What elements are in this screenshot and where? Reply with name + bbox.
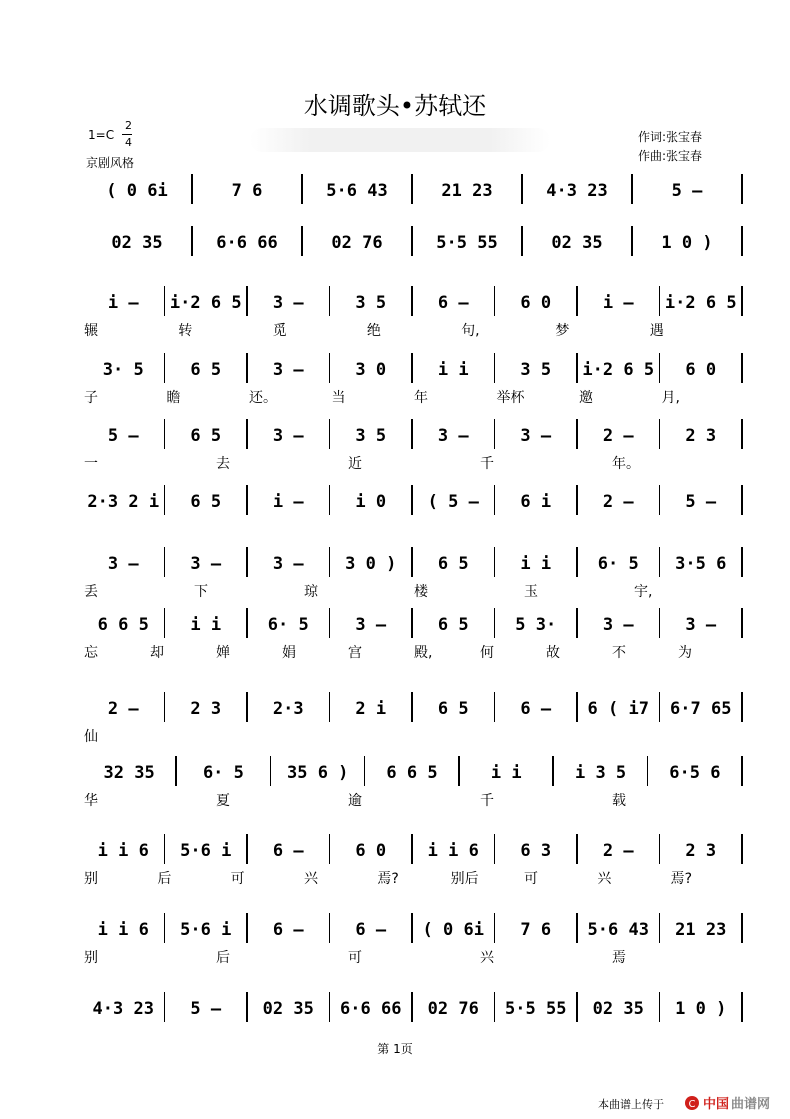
bar-line	[494, 286, 496, 316]
lyric-syllable: 玉	[524, 584, 538, 600]
measure: 6 –	[272, 841, 304, 861]
measure: 6 5	[437, 615, 469, 635]
measure: 3 5	[355, 426, 387, 446]
bar-line	[576, 419, 578, 449]
measure: i·2 6 5	[664, 293, 737, 313]
measure: 5 –	[671, 181, 703, 201]
lyric-syllable: 不	[612, 645, 626, 661]
measure: 1 0 )	[675, 999, 727, 1019]
bar-line	[164, 608, 166, 638]
performance-style: 京剧风格	[86, 156, 135, 170]
bar-line	[246, 547, 248, 577]
time-signature-top: 2	[125, 119, 132, 132]
lyricist-credit: 作词:张宝春	[638, 130, 703, 144]
lyric-syllable: 遇	[649, 323, 664, 339]
measure: 3 –	[602, 615, 634, 635]
bar-line	[494, 692, 496, 722]
lyric-row	[82, 453, 742, 473]
bar-line	[494, 608, 496, 638]
bar-line	[329, 419, 331, 449]
lyric-syllable: 别	[84, 871, 98, 887]
lyric-syllable: 却	[150, 645, 164, 661]
measure: 02 35	[592, 999, 644, 1019]
note-row	[82, 838, 742, 864]
measure: ( 0 6i	[422, 920, 484, 940]
lyric-syllable: 琼	[304, 584, 318, 600]
lyric-syllable: 后	[157, 871, 172, 887]
measure: 2 3	[685, 841, 717, 861]
measure: 3· 5	[102, 360, 144, 380]
upload-credit: 本曲谱上传于	[598, 1098, 664, 1111]
measure: 2 –	[602, 492, 634, 512]
measure: 2 –	[107, 699, 139, 719]
bar-line	[631, 174, 633, 204]
measure: i i 6	[427, 841, 479, 861]
bar-line	[246, 485, 248, 515]
note-row	[82, 696, 742, 722]
lyric-row	[82, 320, 742, 340]
measure: i i	[520, 554, 552, 574]
bar-line	[411, 353, 413, 383]
composer-credit: 作曲:张宝春	[638, 149, 703, 163]
key-signature: 1=C	[88, 128, 115, 142]
bar-line	[741, 608, 743, 638]
measure: 5·5 55	[505, 999, 567, 1019]
lyric-syllable: 去	[216, 456, 230, 472]
measure: 6 5	[190, 360, 222, 380]
measure: i i	[437, 360, 469, 380]
measure: 6 5	[437, 554, 469, 574]
bar-line	[576, 834, 578, 864]
bar-line	[246, 353, 248, 383]
lyric-syllable: 为	[678, 645, 692, 661]
bar-line	[576, 485, 578, 515]
svg-text:曲谱网: 曲谱网	[731, 1097, 771, 1112]
lyric-syllable: 觅	[272, 323, 287, 339]
bar-line	[576, 692, 578, 722]
song-title: 水调歌头•苏轼还	[303, 92, 487, 120]
bar-line	[494, 485, 496, 515]
measure: 3 –	[272, 426, 304, 446]
measure: 5 3·	[515, 615, 557, 635]
bar-line	[659, 419, 661, 449]
bar-line	[164, 419, 166, 449]
lyric-syllable: 华	[84, 793, 98, 809]
bar-line	[329, 485, 331, 515]
lyric-syllable: 焉	[612, 950, 626, 966]
lyric-syllable: 邀	[579, 390, 593, 406]
bar-line	[494, 992, 496, 1022]
measure: i·2 6 5	[169, 293, 242, 313]
lyric-syllable: 可	[230, 871, 245, 887]
measure: 32 35	[103, 763, 155, 783]
measure: 6 –	[520, 699, 552, 719]
bar-line	[659, 834, 661, 864]
measure: 6 –	[272, 920, 304, 940]
bar-line	[175, 756, 177, 786]
note-row	[82, 357, 742, 383]
note-row	[82, 996, 742, 1022]
measure: i –	[272, 492, 304, 512]
lyric-syllable: 忘	[84, 645, 98, 661]
bar-line	[246, 692, 248, 722]
bar-line	[494, 834, 496, 864]
lyric-syllable: 宫	[348, 645, 362, 661]
bar-line	[164, 992, 166, 1022]
bar-line	[659, 608, 661, 638]
lyric-syllable: 千	[480, 456, 494, 472]
bar-line	[741, 547, 743, 577]
bar-line	[411, 286, 413, 316]
bar-line	[329, 992, 331, 1022]
bar-line	[364, 756, 366, 786]
measure: 6·6 66	[340, 999, 402, 1019]
measure: i·2 6 5	[582, 360, 655, 380]
bar-line	[246, 992, 248, 1022]
lyric-syllable: 婵	[216, 645, 230, 661]
bar-line	[741, 286, 743, 316]
bar-line	[164, 485, 166, 515]
svg-text:中国: 中国	[703, 1097, 730, 1112]
bar-line	[411, 174, 413, 204]
note-row	[82, 551, 742, 577]
lyric-syllable: 后	[216, 950, 230, 966]
measure: 3 0	[355, 360, 387, 380]
bar-line	[576, 608, 578, 638]
measure: 4·3 23	[546, 181, 608, 201]
lyric-syllable: 千	[480, 793, 494, 809]
measure: 7 6	[231, 181, 263, 201]
lyric-syllable: 丢	[84, 584, 98, 600]
note-row	[82, 290, 742, 316]
measure: 3 –	[272, 360, 304, 380]
measure: 02 35	[262, 999, 314, 1019]
bar-line	[741, 992, 743, 1022]
measure: 6 5	[190, 426, 222, 446]
bar-line	[741, 174, 743, 204]
measure: 6·7 65	[670, 699, 732, 719]
lyric-row	[82, 387, 742, 407]
lyric-row	[82, 868, 742, 888]
measure: 3 –	[437, 426, 469, 446]
measure: 6 ( i7	[587, 699, 649, 719]
measure: i i	[490, 763, 522, 783]
lyric-syllable: 梦	[555, 323, 570, 339]
measure: 6 –	[355, 920, 387, 940]
measure: 6·5 6	[669, 763, 721, 783]
lyric-syllable: 别	[84, 950, 98, 966]
note-row	[82, 489, 742, 515]
measure: 3 –	[520, 426, 552, 446]
bar-line	[301, 174, 303, 204]
page-number: 第 1页	[377, 1042, 413, 1056]
bar-line	[329, 913, 331, 943]
measure: 6·6 66	[216, 233, 278, 253]
lyric-syllable: 辗	[84, 323, 98, 339]
measure: 1 0 )	[661, 233, 713, 253]
measure: 2 –	[602, 426, 634, 446]
bar-line	[164, 286, 166, 316]
measure: ( 5 –	[427, 492, 479, 512]
bar-line	[191, 174, 193, 204]
measure: i 3 5	[574, 763, 627, 783]
measure: 3 0 )	[345, 554, 397, 574]
note-row	[82, 230, 742, 256]
bar-line	[164, 913, 166, 943]
measure: 3 –	[107, 554, 139, 574]
bar-line	[552, 756, 554, 786]
note-row	[82, 178, 742, 204]
measure: 3 5	[355, 293, 387, 313]
bar-line	[576, 547, 578, 577]
measure: i –	[107, 293, 139, 313]
measure: 2 3	[685, 426, 717, 446]
measure: 5·6 43	[587, 920, 649, 940]
lyric-syllable: 月,	[661, 390, 680, 406]
bar-line	[494, 419, 496, 449]
bar-line	[521, 174, 523, 204]
bar-line	[647, 756, 649, 786]
lyric-syllable: 故	[546, 645, 560, 661]
bar-line	[741, 756, 743, 786]
measure: i –	[602, 293, 634, 313]
bar-line	[411, 992, 413, 1022]
measure: 6 0	[355, 841, 387, 861]
measure: 2·3 2 i	[87, 492, 160, 512]
lyric-syllable: 瞻	[166, 390, 181, 406]
lyric-syllable: 句,	[461, 323, 480, 339]
measure: 02 76	[427, 999, 479, 1019]
measure: 6 3	[520, 841, 552, 861]
bar-line	[494, 913, 496, 943]
measure: 6 0	[685, 360, 717, 380]
measure: ( 0 6i	[106, 181, 168, 201]
measure: 3 –	[190, 554, 222, 574]
measure: 02 35	[111, 233, 163, 253]
measure: 02 35	[551, 233, 603, 253]
bar-line	[164, 353, 166, 383]
measure: i 0	[355, 492, 387, 512]
lyric-syllable: 转	[178, 323, 193, 339]
measure: 3 –	[272, 293, 304, 313]
bar-line	[659, 286, 661, 316]
bar-line	[741, 226, 743, 256]
bar-line	[741, 353, 743, 383]
measure: 6 5	[190, 492, 222, 512]
measure: 3 –	[685, 615, 717, 635]
bar-line	[246, 608, 248, 638]
lyric-syllable: 载	[612, 793, 626, 809]
lyric-row	[82, 947, 742, 967]
lyric-syllable: 还。	[249, 390, 277, 406]
bar-line	[329, 608, 331, 638]
bar-line	[246, 913, 248, 943]
lyric-row	[82, 581, 742, 601]
note-row	[82, 760, 742, 786]
bar-line	[521, 226, 523, 256]
lyric-syllable: 宇,	[634, 584, 653, 600]
measure: 7 6	[520, 920, 552, 940]
lyric-syllable: 兴	[304, 871, 318, 887]
measure: 6 i	[520, 492, 552, 512]
lyric-syllable: 楼	[414, 584, 428, 600]
measure: 5 –	[190, 999, 222, 1019]
measure: 02 76	[331, 233, 383, 253]
bar-line	[659, 547, 661, 577]
measure: 6 –	[437, 293, 469, 313]
measure: 21 23	[441, 181, 493, 201]
bar-line	[659, 485, 661, 515]
lyric-syllable: 一	[84, 456, 98, 472]
measure: 21 23	[675, 920, 727, 940]
bar-line	[741, 419, 743, 449]
lyric-syllable: 近	[348, 456, 362, 472]
bar-line	[659, 353, 661, 383]
bar-line	[458, 756, 460, 786]
measure: 2 i	[355, 699, 387, 719]
bar-line	[576, 913, 578, 943]
faded-watermark-strip	[250, 128, 550, 152]
bar-line	[411, 692, 413, 722]
measure: 4·3 23	[92, 999, 154, 1019]
lyric-syllable: 殿,	[414, 645, 433, 661]
lyric-syllable: 年	[414, 390, 428, 406]
bar-line	[741, 692, 743, 722]
bar-line	[576, 353, 578, 383]
lyric-syllable: 夏	[216, 793, 230, 809]
measure: i i 6	[97, 920, 149, 940]
lyric-row	[82, 790, 742, 810]
measure: 6· 5	[202, 763, 244, 783]
lyric-syllable: 子	[84, 390, 98, 406]
bar-line	[411, 834, 413, 864]
lyric-syllable: 可	[348, 950, 362, 966]
note-row	[82, 612, 742, 638]
time-signature-divider	[122, 134, 132, 135]
bar-line	[659, 692, 661, 722]
measure: 2 –	[602, 841, 634, 861]
bar-line	[164, 692, 166, 722]
measure: 6 0	[520, 293, 552, 313]
bar-line	[411, 547, 413, 577]
measure: 6 6 5	[386, 763, 438, 783]
bar-line	[164, 834, 166, 864]
lyric-syllable: 下	[194, 584, 208, 600]
time-signature-bottom: 4	[125, 136, 132, 149]
bar-line	[576, 992, 578, 1022]
measure: 6 5	[437, 699, 469, 719]
bar-line	[301, 226, 303, 256]
bar-line	[329, 286, 331, 316]
bar-line	[576, 286, 578, 316]
lyric-syllable: 当	[331, 390, 346, 406]
bar-line	[246, 834, 248, 864]
bar-line	[411, 608, 413, 638]
lyric-row	[82, 726, 742, 746]
measure: 5 –	[107, 426, 139, 446]
bar-line	[741, 485, 743, 515]
lyric-syllable: 兴	[480, 950, 494, 966]
measure: 3 5	[520, 360, 552, 380]
bar-line	[741, 913, 743, 943]
measure: 5 –	[685, 492, 717, 512]
site-logo	[683, 1093, 778, 1113]
lyric-syllable: 何	[480, 645, 494, 661]
bar-line	[191, 226, 193, 256]
measure: 5·6 i	[180, 920, 232, 940]
bar-line	[164, 547, 166, 577]
note-row	[82, 917, 742, 943]
lyric-syllable: 可	[524, 871, 538, 887]
measure: 5·6 i	[180, 841, 232, 861]
bar-line	[411, 913, 413, 943]
lyric-syllable: 年。	[612, 456, 640, 472]
lyric-syllable: 仙	[84, 729, 98, 745]
lyric-syllable: 逾	[348, 793, 362, 809]
bar-line	[329, 692, 331, 722]
bar-line	[246, 286, 248, 316]
bar-line	[659, 992, 661, 1022]
measure: 3 –	[355, 615, 387, 635]
bar-line	[246, 419, 248, 449]
measure: 35 6 )	[286, 763, 349, 783]
lyric-row	[82, 642, 742, 662]
bar-line	[659, 913, 661, 943]
measure: 2 3	[190, 699, 222, 719]
lyric-syllable: 兴	[597, 871, 612, 887]
bar-line	[741, 834, 743, 864]
measure: 6· 5	[267, 615, 309, 635]
bar-line	[411, 485, 413, 515]
measure: 6 6 5	[97, 615, 149, 635]
measure: 3·5 6	[675, 554, 727, 574]
bar-line	[270, 756, 272, 786]
measure: 5·6 43	[326, 181, 388, 201]
bar-line	[494, 547, 496, 577]
lyric-syllable: 绝	[366, 323, 381, 339]
lyric-syllable: 别后	[450, 871, 479, 887]
svg-text:C: C	[688, 1099, 696, 1110]
bar-line	[329, 547, 331, 577]
measure: i i 6	[97, 841, 149, 861]
bar-line	[329, 834, 331, 864]
bar-line	[494, 353, 496, 383]
measure: 6· 5	[597, 554, 639, 574]
bar-line	[411, 419, 413, 449]
measure: 5·5 55	[436, 233, 498, 253]
measure: 3 –	[272, 554, 304, 574]
bar-line	[329, 353, 331, 383]
measure: i i	[190, 615, 222, 635]
lyric-syllable: 娟	[282, 645, 296, 661]
lyric-syllable: 举杯	[496, 390, 525, 406]
note-row	[82, 423, 742, 449]
lyric-syllable: 焉?	[670, 871, 693, 887]
measure: 2·3	[272, 699, 304, 719]
bar-line	[631, 226, 633, 256]
bar-line	[411, 226, 413, 256]
lyric-syllable: 焉?	[377, 871, 399, 887]
